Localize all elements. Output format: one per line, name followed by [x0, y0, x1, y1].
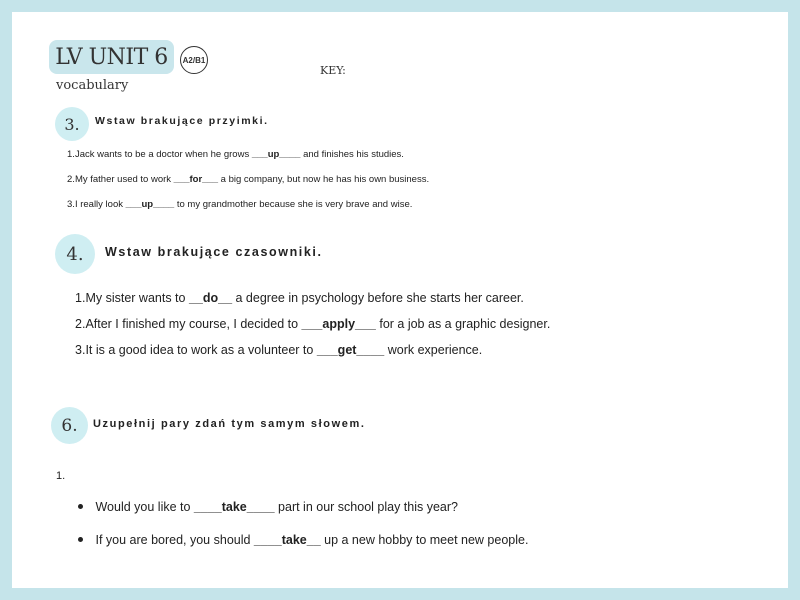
- subtitle: vocabulary: [56, 78, 129, 93]
- answer-gap: ___get____: [316, 343, 385, 357]
- exercise-4-number: 4.: [55, 234, 95, 274]
- exercise-6-title: Uzupełnij pary zdań tym samym słowem.: [93, 418, 366, 430]
- answer-gap: ___up____: [125, 199, 175, 210]
- exercise-4-item: 1.My sister wants to __do__ a degree in psychology before she starts her career.: [75, 291, 524, 305]
- exercise-3-number: 3.: [55, 107, 89, 141]
- answer-gap: ___up____: [251, 149, 301, 160]
- unit-title: LV UNIT 6: [49, 40, 174, 74]
- exercise-3-item: 2.My father used to work ___for___ a big company, but now he has his own business.: [67, 174, 430, 185]
- worksheet: [12, 12, 788, 588]
- answer-gap: ____take____: [193, 500, 275, 514]
- answer-gap: ___for___: [173, 174, 219, 185]
- exercise-6-item: If you are bored, you should ____take__ up a new hobby to meet new people.: [78, 533, 528, 547]
- exercise-3-item: 3.I really look ___up____ to my grandmother because she is very brave and wise.: [67, 199, 413, 210]
- exercise-4-item: 3.It is a good idea to work as a volunteer to ___get____ work experience.: [75, 343, 483, 357]
- exercise-4-title: Wstaw brakujące czasowniki.: [105, 245, 323, 259]
- exercise-6-number: 6.: [51, 407, 88, 444]
- answer-gap: __do__: [188, 291, 233, 305]
- exercise-4-item: 2.After I finished my course, I decided to ___apply___ for a job as a graphic designer.: [75, 317, 551, 331]
- answer-gap: ___apply___: [301, 317, 376, 331]
- key-label: KEY:: [320, 64, 346, 77]
- exercise-3-item: 1.Jack wants to be a doctor when he grows ___up____ and finishes his studies.: [67, 149, 404, 160]
- pair-number: 1.: [56, 470, 66, 482]
- exercise-3-title: Wstaw brakujące przyimki.: [95, 115, 269, 127]
- exercise-6-item: Would you like to ____take____ part in our school play this year?: [78, 500, 458, 514]
- level-badge: A2/B1: [180, 46, 208, 74]
- answer-gap: ____take__: [253, 533, 321, 547]
